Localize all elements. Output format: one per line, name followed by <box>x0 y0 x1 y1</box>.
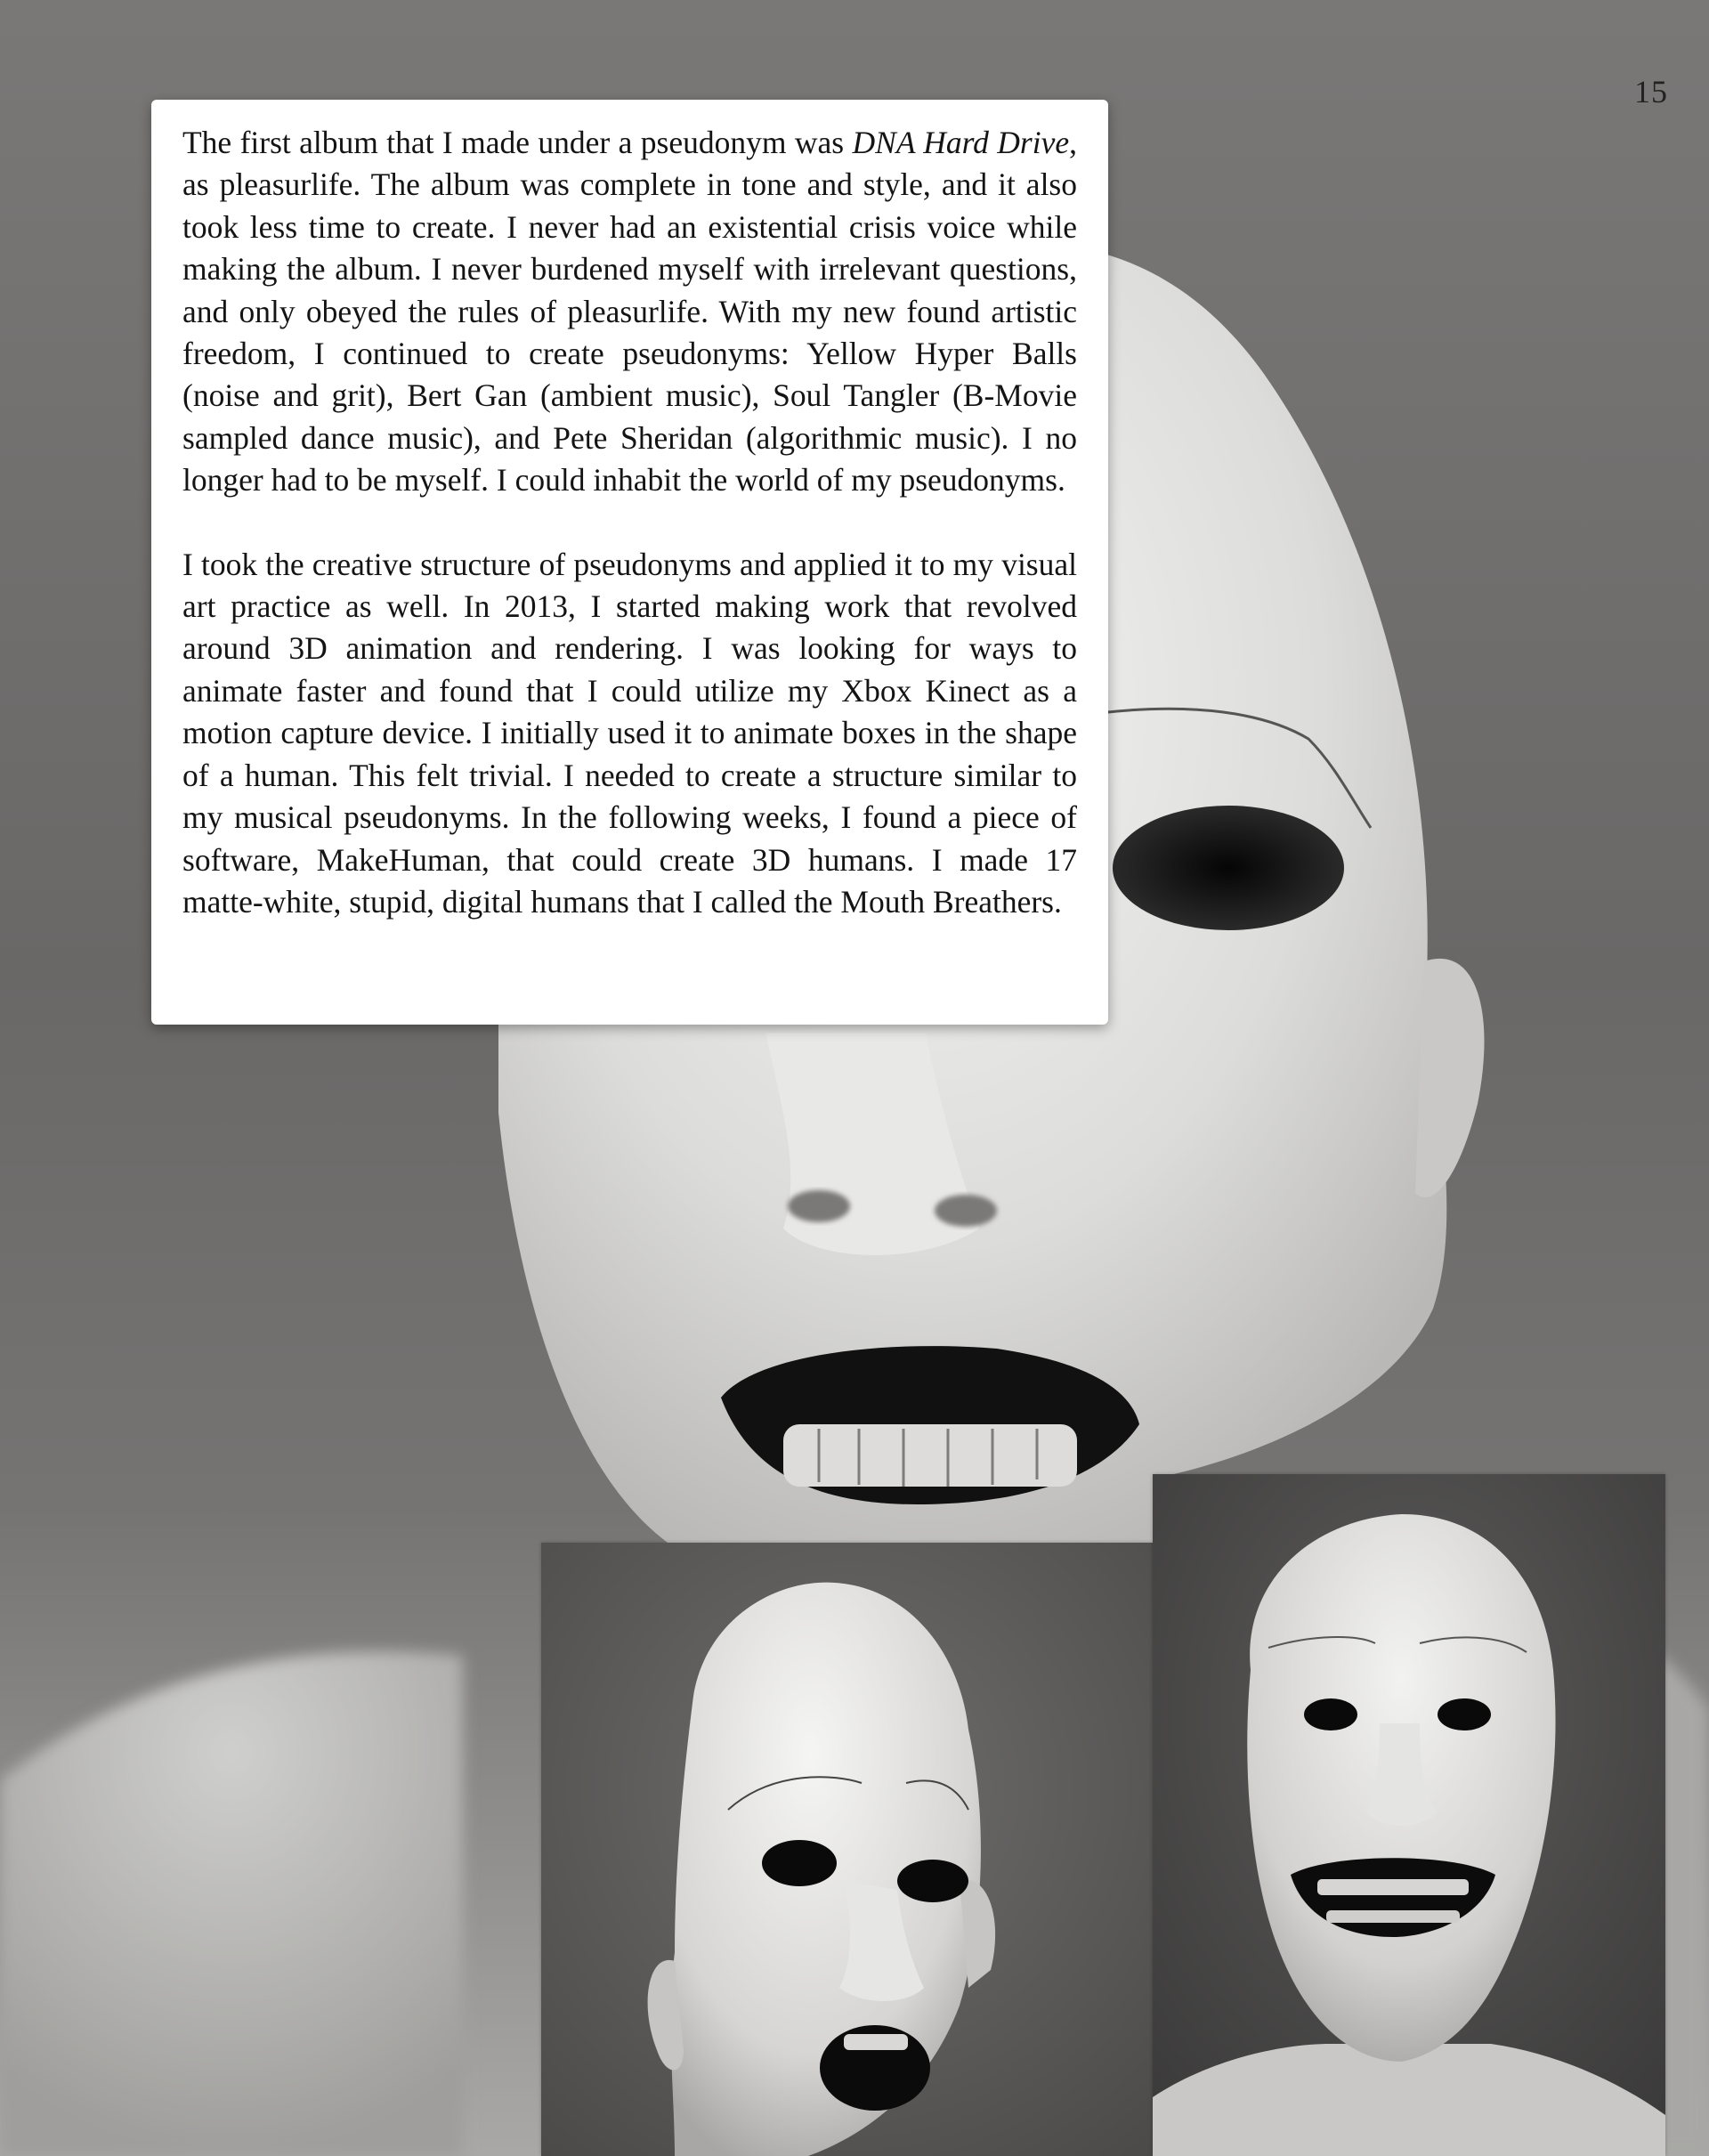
paragraph-2: I took the creative structure of pseudonyms and applied it to my visual art practice as well. In 2013, I started making work that revolved around 3D animation and rendering. I was looking for ways to animate faster and found that I could utilize my Xbox Kinect as a motion capture device. I initially used it to animate boxes in the shape of a human. This felt trivial. I needed to create a structure similar to my musical pseudonyms. In the following weeks, I found a piece of software, MakeHuman, that could create 3D humans. I made 17 matte-white, stupid, digital humans that I called the Mouth Breathers. <box>182 546 1077 920</box>
page-number: 15 <box>1634 74 1668 109</box>
inset-photo-right <box>1153 1474 1665 2156</box>
inset-photo-left <box>541 1543 1153 2156</box>
paragraph-1-intro: The first album that I made under a pseudonym was <box>182 125 853 160</box>
paragraph-1 <box>182 122 1077 502</box>
text-card <box>151 100 1108 1025</box>
paragraph-1-body: , as pleasurlife. The album was complete in tone and style, and it also took less time to create. I never had an existential crisis voice while making the album. I never burdened myself with irrelevant questions, and only obeyed the rules of pleasurlife. With my new found artistic freedom, I continued to create pseudonyms: Yellow Hyper Balls (noise and grit), Bert Gan (ambient music), Soul Tangler (B-Movie sampled dance music), and Pete Sheridan (algorithmic music). I no longer had to be myself. I could inhabit the world of my pseudonyms. <box>182 125 1077 498</box>
album-title: DNA Hard Drive <box>852 125 1070 160</box>
